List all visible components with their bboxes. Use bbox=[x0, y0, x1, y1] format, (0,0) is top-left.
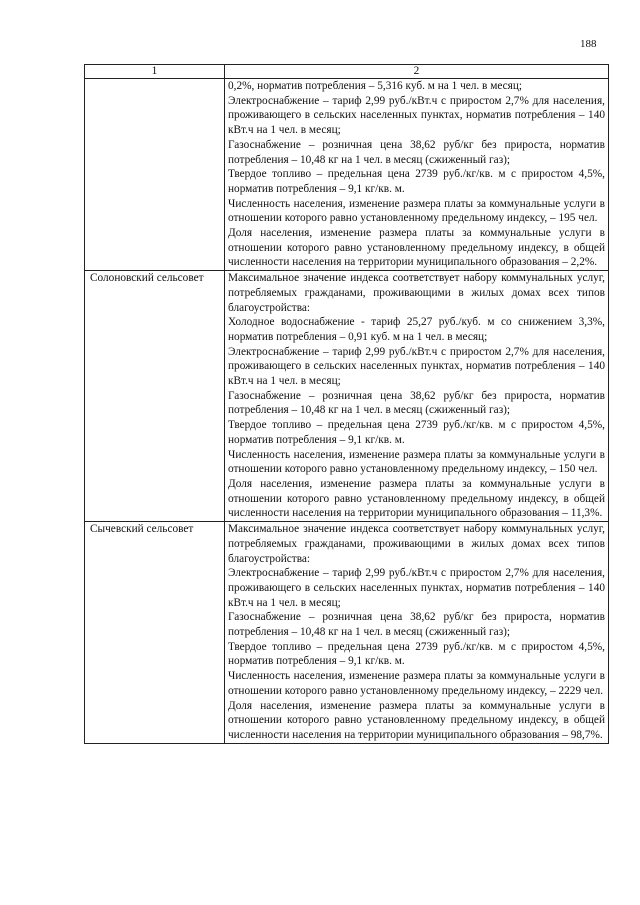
municipality-name bbox=[85, 79, 225, 271]
paragraph: Численность населения, изменение размера платы за коммунальные услуги в отношении которого равно установленному предельному индексу, – 195 чел. bbox=[228, 197, 605, 225]
paragraph: Твердое топливо – предельная цена 2739 руб./кг/кв. м с приростом 4,5%, норматив потребления – 9,1 кг/кв. м. bbox=[228, 419, 605, 446]
paragraph: Электроснабжение – тариф 2,99 руб./кВт.ч с приростом 2,7% для населения, проживающего в сельских населенных пунктах, норматив потребления – 140 кВт.ч на 1 чел. в месяц; bbox=[228, 345, 605, 388]
paragraph: Холодное водоснабжение - тариф 25,27 руб./куб. м со снижением 3,3%, норматив потребления – 0,91 куб. м на 1 чел. в месяц; bbox=[228, 316, 605, 343]
paragraph: Электроснабжение – тариф 2,99 руб./кВт.ч с приростом 2,7% для населения, проживающего в сельских населенных пунктах, норматив потребления – 140 кВт.ч на 1 чел. в месяц; bbox=[228, 567, 605, 609]
paragraph: Газоснабжение – розничная цена 38,62 руб/кг без прироста, норматив потребления – 10,48 кг на 1 чел. в месяц (сжиженный газ); bbox=[228, 138, 605, 166]
table-row bbox=[85, 271, 609, 522]
indicator-description bbox=[225, 271, 609, 522]
column-header-1: 1 bbox=[85, 65, 225, 79]
paragraph: Численность населения, изменение размера платы за коммунальные услуги в отношении которого равно установленному предельному индексу, – 2229 чел. bbox=[228, 670, 605, 697]
table-row bbox=[85, 522, 609, 744]
indicator-description bbox=[225, 522, 609, 744]
paragraph: Доля населения, изменение размера платы за коммунальные услуги в отношении которого равно установленному предельному индексу, в общей численности населения на территории муниципального образования – 2,2%. bbox=[228, 227, 605, 269]
paragraph: Максимальное значение индекса соответствует набору коммунальных услуг, потребляемых гражданами, проживающими в жилых домах всех типов благоустройства: bbox=[228, 272, 605, 314]
table-header-row bbox=[85, 65, 609, 79]
paragraph: Газоснабжение – розничная цена 38,62 руб/кг без прироста, норматив потребления – 10,48 кг на 1 чел. в месяц (сжиженный газ); bbox=[228, 611, 605, 639]
paragraph: Твердое топливо – предельная цена 2739 руб./кг/кв. м с приростом 4,5%, норматив потребления – 9,1 кг/кв. м. bbox=[228, 640, 605, 668]
document-table bbox=[84, 64, 609, 744]
table-row bbox=[85, 79, 609, 271]
paragraph: Доля населения, изменение размера платы за коммунальные услуги в отношении которого равно установленному предельному индексу, в общей численности населения на территории муниципального образования – 98,7%. bbox=[228, 699, 605, 741]
paragraph: 0,2%, норматив потребления – 5,316 куб. м на 1 чел. в месяц; bbox=[228, 80, 523, 92]
municipality-name: Солоновский сельсовет bbox=[85, 271, 225, 522]
paragraph: Доля населения, изменение размера платы за коммунальные услуги в отношении которого равно установленному предельному индексу, в общей численности населения на территории муниципального образования – 11,3%. bbox=[228, 477, 605, 520]
indicator-description bbox=[225, 79, 609, 271]
column-header-2: 2 bbox=[225, 65, 609, 79]
paragraph: Газоснабжение – розничная цена 38,62 руб/кг без прироста, норматив потребления – 10,48 кг на 1 чел. в месяц (сжиженный газ); bbox=[228, 389, 605, 417]
paragraph: Максимальное значение индекса соответствует набору коммунальных услуг, потребляемых гражданами, проживающими в жилых домах всех типов благоустройства: bbox=[228, 523, 605, 565]
paragraph: Численность населения, изменение размера платы за коммунальные услуги в отношении которого равно установленному предельному индексу, – 150 чел. bbox=[228, 448, 605, 476]
paragraph: Электроснабжение – тариф 2,99 руб./кВт.ч с приростом 2,7% для населения, проживающего в сельских населенных пунктах, норматив потребления – 140 кВт.ч на 1 чел. в месяц; bbox=[228, 94, 605, 137]
page-number: 188 bbox=[580, 38, 597, 50]
municipality-name: Сычевский сельсовет bbox=[85, 522, 225, 744]
paragraph: Твердое топливо – предельная цена 2739 руб./кг/кв. м с приростом 4,5%, норматив потребления – 9,1 кг/кв. м. bbox=[228, 168, 605, 195]
